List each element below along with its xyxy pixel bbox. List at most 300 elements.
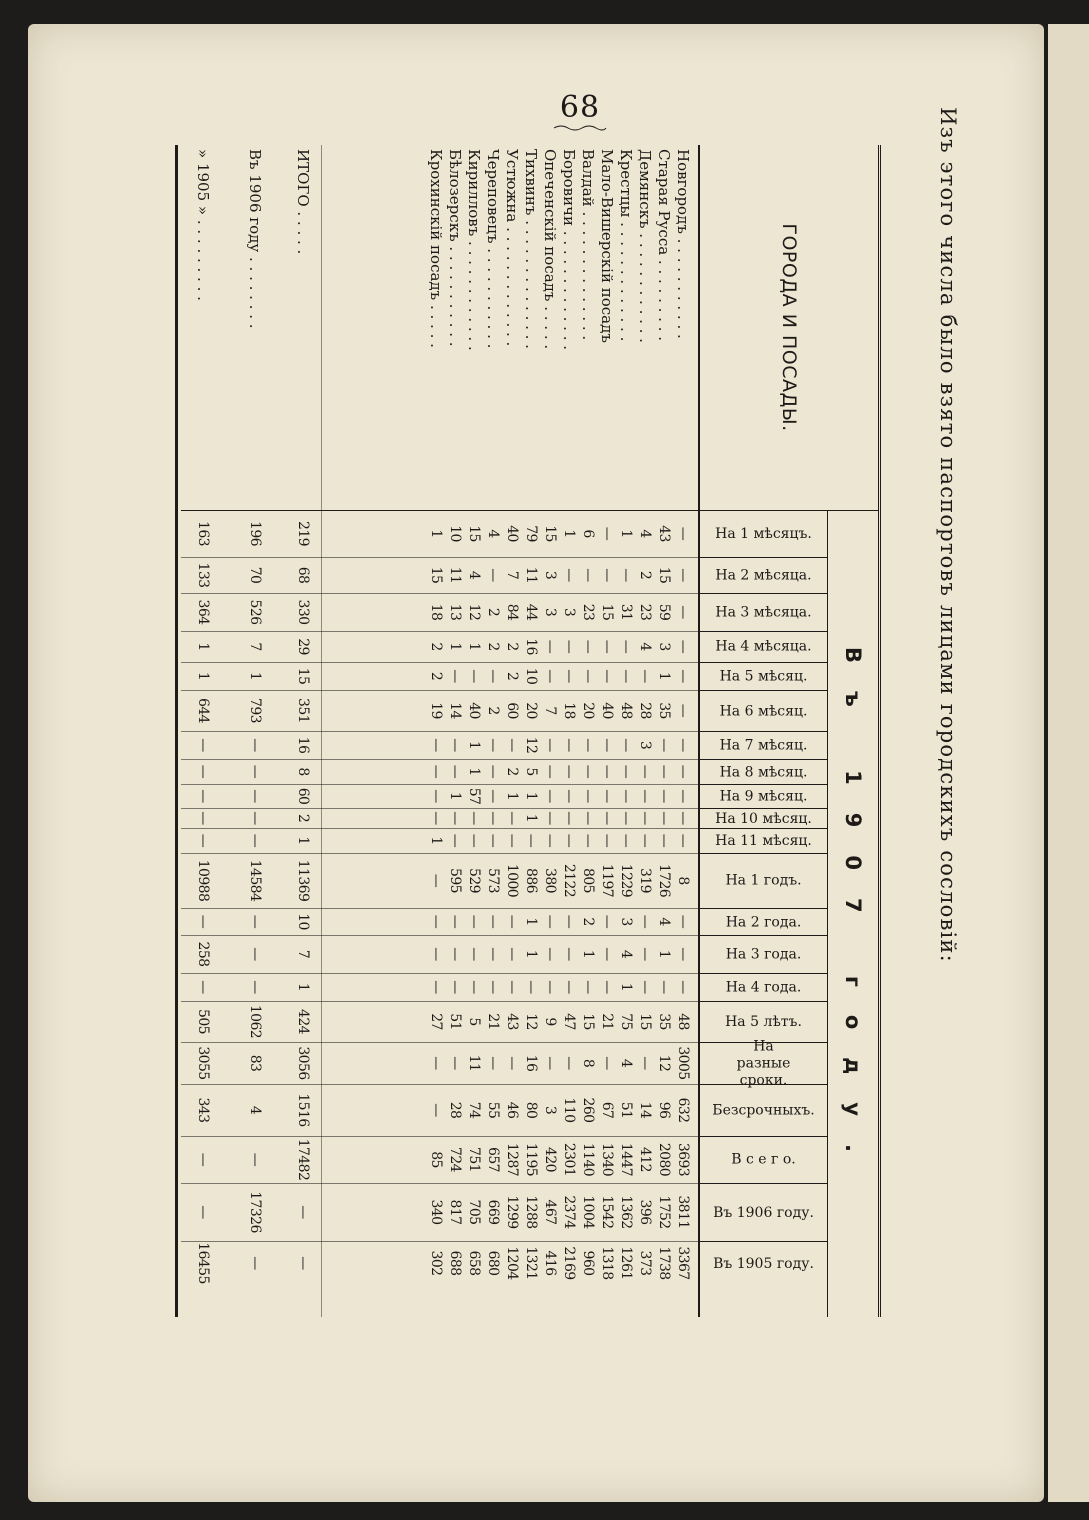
table-cell: 1229: [618, 863, 634, 898]
column-header-label: На 2 мѣсяца.: [715, 567, 813, 584]
table-cell: 751: [466, 1147, 482, 1172]
table-cell: 47: [561, 1013, 577, 1030]
table-cell: 163: [195, 521, 211, 546]
row-label: Старая Русса . . . . . . . . .: [655, 149, 673, 341]
table-cell: 2: [580, 917, 596, 926]
table-cell: —: [504, 1056, 520, 1070]
table-cell: 31: [618, 603, 634, 621]
table-cell: 2122: [561, 863, 577, 898]
table-row: [673, 145, 692, 1317]
table-cell: 3367: [675, 1246, 691, 1280]
table-cell: —: [561, 914, 577, 929]
table-cell: —: [428, 764, 444, 779]
table-row: [578, 145, 597, 1317]
table-cell: —: [428, 1103, 444, 1117]
table-cell: —: [428, 873, 444, 888]
table-cell: 4: [247, 1105, 263, 1115]
table-cell: —: [504, 833, 520, 848]
table-cell: 3811: [675, 1195, 691, 1229]
table-cell: 1: [428, 529, 444, 538]
table-cell: —: [637, 980, 653, 994]
row-label: Опеченскій посадъ . . . . .: [541, 149, 559, 350]
table-cell: —: [195, 789, 211, 803]
column-header: [700, 1241, 828, 1286]
table-cell: —: [561, 833, 577, 848]
table-cell: 1: [504, 791, 520, 801]
table-cell: 724: [447, 1147, 463, 1172]
table-cell: 3005: [675, 1046, 691, 1080]
table-cell: 10988: [195, 859, 211, 902]
row-label: Устюжна . . . . . . . . . . . . .: [503, 149, 521, 347]
table-cell: —: [580, 980, 596, 994]
table-cell: 79: [523, 525, 539, 542]
table-cell: 7: [542, 706, 558, 715]
table-cell: —: [656, 833, 672, 848]
table-cell: —: [675, 764, 691, 779]
table-cell: —: [561, 568, 577, 582]
table-cell: 1261: [618, 1246, 634, 1280]
column-header: [700, 828, 828, 854]
table-cell: 3055: [195, 1046, 211, 1080]
table-cell: —: [561, 764, 577, 779]
table-cell: 16: [523, 1054, 539, 1072]
table-cell: 60: [295, 787, 311, 805]
table-cell: —: [599, 639, 615, 654]
table-cell: —: [561, 1056, 577, 1070]
row-label: Валдай . . . . . . . . . . . . . .: [579, 149, 597, 341]
table-cell: —: [542, 1056, 558, 1070]
column-header: [700, 662, 828, 691]
table-cell: 1362: [618, 1195, 634, 1229]
column-header-label: В с е г о.: [731, 1152, 797, 1168]
table-cell: —: [504, 980, 520, 994]
table-cell: 373: [637, 1250, 653, 1276]
column-header-label: На 11 мѣсяц.: [715, 833, 813, 850]
table-cell: 19: [428, 702, 444, 719]
table-cell: 3693: [675, 1142, 691, 1177]
table-cell: 3: [542, 607, 558, 617]
table-cell: —: [618, 811, 634, 825]
table-cell: 1726: [656, 863, 672, 898]
table-cell: —: [637, 789, 653, 803]
table-cell: —: [599, 980, 615, 994]
column-header-label: На 7 мѣсяц.: [720, 737, 808, 754]
table-cell: 1: [447, 642, 463, 651]
table-cell: —: [447, 811, 463, 825]
table-cell: —: [485, 1056, 501, 1070]
table-cell: 28: [447, 1101, 463, 1119]
table-cell: 110: [561, 1097, 577, 1123]
table-cell: 1195: [523, 1142, 539, 1177]
table-cell: 4: [485, 529, 501, 538]
column-header: [700, 1183, 828, 1242]
table-cell: —: [247, 764, 263, 779]
table-cell: —: [637, 947, 653, 961]
table-cell: 16: [523, 638, 539, 655]
table-cell: —: [428, 914, 444, 929]
table-cell: 40: [504, 525, 520, 542]
table-cell: 1318: [599, 1246, 615, 1280]
table-cell: —: [656, 738, 672, 752]
table-cell: —: [637, 833, 653, 848]
table-cell: 1204: [504, 1246, 520, 1280]
table-cell: —: [637, 811, 653, 825]
table-cell: 3: [542, 1105, 558, 1115]
table-cell: —: [447, 738, 463, 752]
table-cell: 1: [295, 836, 311, 845]
table-cell: —: [247, 738, 263, 752]
column-header: [700, 593, 828, 632]
adjacent-page-edge: [1048, 24, 1089, 1502]
table-cell: 2: [504, 767, 520, 776]
table-cell: 644: [195, 698, 211, 723]
table-cell: —: [247, 980, 263, 994]
table-cell: 1447: [618, 1142, 634, 1177]
table-cell: 51: [618, 1101, 634, 1119]
table-cell: —: [542, 914, 558, 929]
table-cell: 80: [523, 1101, 539, 1119]
table-cell: 793: [247, 698, 263, 723]
table-cell: —: [561, 980, 577, 994]
table-cell: 7: [504, 570, 520, 580]
table-cell: —: [618, 789, 634, 803]
table-cell: 4: [618, 1058, 634, 1068]
table-cell: —: [580, 568, 596, 582]
table-cell: —: [247, 1256, 263, 1270]
table-cell: —: [675, 914, 691, 929]
table-cell: —: [675, 639, 691, 654]
column-header: [700, 1001, 828, 1043]
table-cell: 467: [542, 1199, 558, 1225]
table-cell: —: [247, 914, 263, 929]
table-cell: 2: [485, 607, 501, 617]
table-cell: —: [656, 764, 672, 779]
table-cell: 1: [466, 642, 482, 651]
table-cell: 3: [656, 642, 672, 651]
table-cell: 85: [428, 1151, 444, 1168]
table-cell: 35: [656, 1013, 672, 1030]
table-cell: 12: [523, 736, 539, 754]
table-cell: 3056: [295, 1046, 311, 1080]
table-cell: —: [599, 789, 615, 803]
table-cell: —: [504, 947, 520, 961]
column-header: [700, 935, 828, 974]
table-cell: 1299: [504, 1195, 520, 1229]
table-cell: 15: [295, 667, 311, 685]
table-cell: 15: [656, 566, 672, 584]
table-cell: —: [675, 947, 691, 961]
table-cell: —: [599, 1056, 615, 1070]
table-cell: 14: [447, 702, 463, 719]
column-header-label: На 1 мѣсяцъ.: [715, 526, 813, 543]
table-cell: —: [542, 947, 558, 961]
table-cell: 2: [504, 642, 520, 651]
table-cell: 74: [466, 1101, 482, 1119]
table-cell: 7: [247, 642, 263, 651]
table-cell: —: [447, 833, 463, 848]
table-cell: 15: [466, 525, 482, 542]
column-header-label: Безсрочныхъ.: [712, 1102, 816, 1119]
table-cell: —: [618, 639, 634, 654]
column-header-label: На разные сроки.: [737, 1038, 791, 1089]
table-cell: 1: [523, 949, 539, 959]
table-cell: 319: [637, 868, 653, 893]
table-cell: 886: [523, 868, 539, 893]
table-cell: 396: [637, 1199, 653, 1225]
table-cell: 1321: [523, 1246, 539, 1280]
table-cell: 14: [637, 1101, 653, 1119]
table-cell: 1: [247, 671, 263, 681]
table-cell: —: [428, 1056, 444, 1070]
table-cell: 688: [447, 1250, 463, 1276]
table-cell: —: [561, 947, 577, 961]
table-cell: —: [675, 669, 691, 683]
table-cell: 11369: [295, 859, 311, 902]
table-cell: —: [247, 833, 263, 848]
table-cell: 11: [523, 566, 539, 584]
table-cell: —: [447, 947, 463, 961]
column-header-label: На 2 года.: [726, 914, 802, 931]
table-cell: 805: [580, 868, 596, 893]
table-cell: —: [675, 980, 691, 994]
table-cell: 340: [428, 1199, 444, 1225]
table-cell: 16455: [195, 1242, 211, 1284]
table-cell: 48: [675, 1013, 691, 1030]
table-cell: —: [485, 764, 501, 779]
table-cell: 2301: [561, 1142, 577, 1177]
table-header: [698, 145, 878, 1317]
table-cell: 1: [195, 642, 211, 651]
table-cell: 330: [295, 599, 311, 625]
table-cell: 657: [485, 1147, 501, 1172]
table-cell: 1197: [599, 863, 615, 898]
table-cell: —: [485, 947, 501, 961]
table-cell: —: [618, 764, 634, 779]
row-label: ИТОГО . . . . .: [294, 149, 312, 255]
column-header-label: Въ 1906 году.: [713, 1204, 815, 1221]
table-cell: 658: [466, 1250, 482, 1276]
table-row: [502, 145, 521, 1317]
table-cell: 1: [523, 813, 539, 823]
table-cell: —: [485, 789, 501, 803]
row-label: Тихвинъ . . . . . . . . . . . . . .: [522, 149, 540, 349]
table-cell: 669: [485, 1199, 501, 1225]
table-cell: 573: [485, 868, 501, 893]
table-cell: 12: [466, 603, 482, 621]
table-cell: 14584: [247, 859, 263, 902]
table-cell: 10: [523, 667, 539, 685]
table-body: [181, 145, 700, 1317]
table-cell: —: [599, 738, 615, 752]
row-label: Крохинскій посадъ . . . . .: [427, 149, 445, 348]
table-cell: 8: [580, 1058, 596, 1068]
table-cell: 18: [428, 603, 444, 621]
table-cell: 3: [561, 607, 577, 617]
table-cell: 2080: [656, 1142, 672, 1177]
column-header-label: На 6 мѣсяц.: [720, 703, 808, 720]
row-label: » 1905 » . . . . . . . . .: [194, 149, 212, 301]
table-cell: 15: [599, 603, 615, 621]
table-cell: 4: [466, 570, 482, 580]
table-cell: —: [542, 764, 558, 779]
table-cell: —: [618, 833, 634, 848]
table-cell: —: [247, 947, 263, 961]
table-cell: 595: [447, 868, 463, 893]
table-cell: 70: [247, 566, 263, 584]
ornament-swash: [552, 124, 608, 132]
table-cell: 2: [428, 671, 444, 681]
table-cell: —: [656, 789, 672, 803]
table-row: [464, 145, 483, 1317]
table-cell: 1287: [504, 1142, 520, 1177]
table-cell: —: [580, 764, 596, 779]
column-header: [700, 731, 828, 760]
table-row: [521, 145, 540, 1317]
table-cell: 83: [247, 1054, 263, 1072]
table-cell: 1004: [580, 1195, 596, 1229]
table-cell: —: [466, 811, 482, 825]
table-cell: 351: [295, 698, 311, 723]
table-cell: 1: [428, 836, 444, 845]
table-cell: —: [675, 526, 691, 541]
table-cell: 23: [637, 603, 653, 621]
table-cell: 5: [466, 1017, 482, 1026]
table-cell: 1: [656, 671, 672, 681]
table-cell: 84: [504, 603, 520, 621]
table-cell: 302: [428, 1250, 444, 1276]
table-cell: 505: [195, 1009, 211, 1034]
table-cell: —: [618, 568, 634, 582]
table-cell: 48: [618, 702, 634, 719]
table-cell: 1: [466, 740, 482, 750]
table-cell: —: [485, 980, 501, 994]
column-header: [700, 1038, 828, 1089]
table-cell: 40: [466, 702, 482, 719]
table-cell: 4: [637, 529, 653, 538]
table-cell: —: [195, 980, 211, 994]
table-cell: 2: [485, 642, 501, 651]
table-cell: —: [466, 980, 482, 994]
table-cell: —: [599, 811, 615, 825]
table-cell: —: [504, 738, 520, 752]
year-row: [193, 145, 212, 1317]
table-cell: 2: [637, 570, 653, 580]
table-cell: 17482: [295, 1138, 311, 1181]
column-header-label: На 4 мѣсяца.: [715, 639, 813, 656]
table-cell: 416: [542, 1250, 558, 1276]
column-header-label: На 8 мѣсяц.: [720, 764, 808, 781]
table-cell: 2: [295, 813, 311, 823]
table-cell: 6: [580, 529, 596, 538]
table-cell: —: [599, 833, 615, 848]
table-cell: 1140: [580, 1142, 596, 1177]
row-label: Крестцы . . . . . . . . . . . . .: [617, 149, 635, 342]
row-label: Демянскъ . . . . . . . . . . . .: [636, 149, 654, 343]
table-cell: —: [561, 738, 577, 752]
table-cell: —: [675, 703, 691, 718]
table-cell: 2169: [561, 1246, 577, 1280]
table-cell: —: [195, 738, 211, 752]
table-cell: 1: [618, 982, 634, 992]
table-cell: —: [542, 833, 558, 848]
table-cell: —: [580, 669, 596, 683]
table-cell: —: [504, 811, 520, 825]
table-cell: 2374: [561, 1195, 577, 1229]
table-row: [635, 145, 654, 1317]
table-cell: 2: [504, 671, 520, 681]
table-cell: —: [599, 914, 615, 929]
table-cell: 1340: [599, 1142, 615, 1177]
row-label: Мало-Вишерскій посадъ: [598, 149, 616, 343]
table-cell: 51: [447, 1013, 463, 1030]
table-cell: 680: [485, 1250, 501, 1276]
table-cell: —: [295, 1205, 311, 1219]
table-cell: 55: [485, 1101, 501, 1119]
table-cell: 20: [580, 702, 596, 719]
table-cell: 526: [247, 599, 263, 625]
table-cell: —: [637, 914, 653, 929]
table-cell: 1: [561, 529, 577, 538]
column-header: [700, 973, 828, 1002]
table-cell: —: [247, 811, 263, 825]
table-cell: —: [195, 1205, 211, 1219]
table-cell: —: [580, 738, 596, 752]
table-cell: 1000: [504, 863, 520, 898]
table-cell: 15: [637, 1013, 653, 1030]
table-cell: 4: [637, 642, 653, 651]
table-cell: 219: [295, 521, 311, 546]
table-cell: —: [580, 789, 596, 803]
table-cell: 43: [504, 1013, 520, 1030]
table-cell: —: [523, 833, 539, 848]
table-cell: —: [466, 833, 482, 848]
table-cell: 1288: [523, 1195, 539, 1229]
table-cell: 10: [295, 913, 311, 930]
table-cell: 1: [295, 982, 311, 992]
table-cell: 68: [295, 566, 311, 584]
rotated-table-block: [180, 145, 915, 1317]
column-header: [700, 808, 828, 829]
table-cell: —: [580, 833, 596, 848]
table-cell: 59: [656, 603, 672, 621]
table-cell: —: [599, 947, 615, 961]
table-row: [426, 145, 445, 1317]
table-cell: —: [675, 789, 691, 803]
column-header: [700, 908, 828, 936]
table-cell: 632: [675, 1097, 691, 1123]
table-cell: 11: [447, 566, 463, 584]
table-cell: 1542: [599, 1195, 615, 1229]
table-cell: —: [466, 947, 482, 961]
column-header-label: На 5 мѣсяц.: [720, 668, 808, 685]
table-cell: —: [675, 605, 691, 619]
table-cell: —: [637, 1056, 653, 1070]
table-cell: —: [466, 914, 482, 929]
table-cell: —: [561, 811, 577, 825]
table-cell: —: [485, 669, 501, 683]
table-cell: 46: [504, 1101, 520, 1119]
table-cell: —: [542, 738, 558, 752]
table-cell: 21: [599, 1013, 615, 1030]
table-cell: 3: [618, 917, 634, 926]
row-label: Бѣлозерскъ . . . . . . . . . . .: [446, 149, 464, 347]
table-cell: 1: [523, 791, 539, 801]
table-row: [616, 145, 635, 1317]
table-cell: 1: [580, 949, 596, 959]
table-cell: 23: [580, 603, 596, 621]
table-cell: 15: [580, 1013, 596, 1030]
table-cell: 4: [618, 949, 634, 959]
